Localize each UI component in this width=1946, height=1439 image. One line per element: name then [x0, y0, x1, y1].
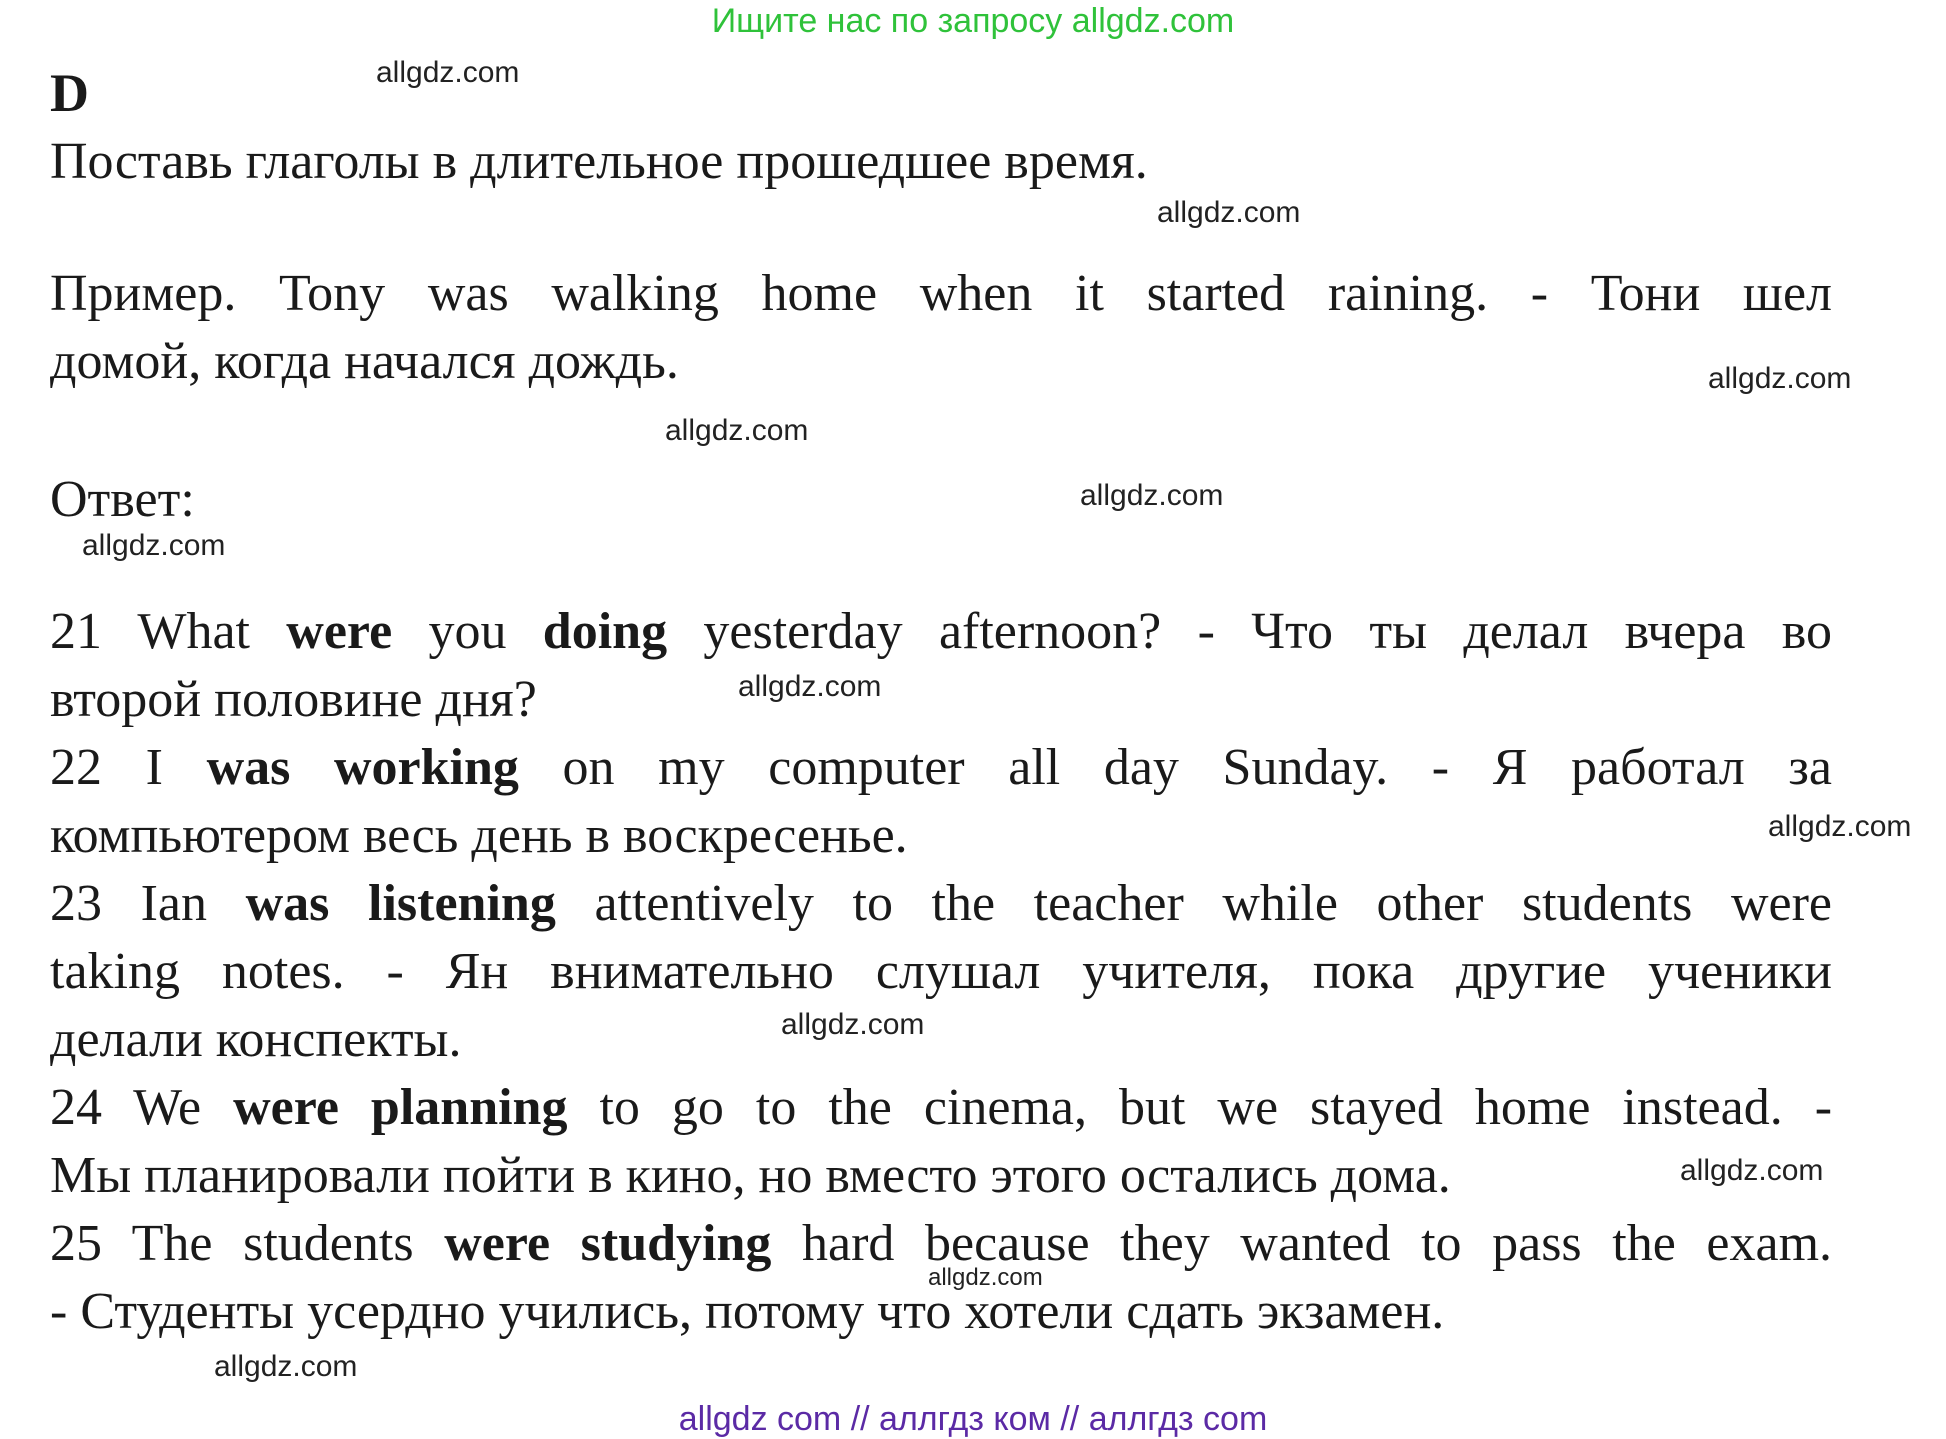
answer-verb-bold: were planning [233, 1079, 568, 1136]
watermark: allgdz.com [1680, 1154, 1824, 1187]
answer-label: Ответ: [50, 471, 195, 528]
watermark: allgdz.com [1708, 362, 1852, 395]
watermark: allgdz.com [1157, 196, 1301, 229]
answer-text: yesterday afternoon? - Что ты делал вчера во [703, 603, 1832, 660]
answer-number: 21 [50, 603, 102, 660]
answer-23-line-2: taking notes. - Ян внимательно слушал учителя, пока другие ученики [50, 943, 1832, 1000]
section-letter: D [50, 63, 89, 123]
answer-text: you [428, 603, 507, 660]
answer-text: to go to the cinema, but we stayed home instead. - [599, 1079, 1833, 1136]
answer-23-line-1 [50, 872, 1832, 936]
watermark: allgdz.com [665, 414, 809, 447]
answer-verb-bold: was working [206, 739, 519, 796]
answer-25-line-2: - Студенты усердно учились, потому что хотели сдать экзамен. [50, 1283, 1445, 1340]
example-line-1: Пример. Tony was walking home when it started raining. - Тони шел [50, 265, 1832, 322]
watermark: allgdz.com [1080, 479, 1224, 512]
answer-verb-bold: were [286, 603, 393, 660]
answer-24-line-1 [50, 1076, 1832, 1140]
answer-text: attentively to the teacher while other students were [594, 875, 1833, 932]
answer-text: Ian [140, 875, 208, 932]
watermark: allgdz.com [928, 1264, 1043, 1291]
watermark: allgdz.com [214, 1350, 358, 1383]
instruction-text: Поставь глаголы в длительное прошедшее время. [50, 133, 1148, 190]
watermark: allgdz.com [376, 56, 520, 89]
example-line-2: домой, когда начался дождь. [50, 333, 679, 390]
answer-text: We [133, 1079, 202, 1136]
answer-24-line-2: Мы планировали пойти в кино, но вместо этого остались дома. [50, 1147, 1451, 1204]
footer-links: allgdz com // аллгдз ком // аллгдз com [678, 1400, 1268, 1438]
answer-text: The students [131, 1215, 414, 1272]
top-banner: Ищите нас по запросу allgdz.com [711, 2, 1235, 40]
watermark: allgdz.com [738, 670, 882, 703]
answer-number: 22 [50, 739, 102, 796]
answer-text: I [145, 739, 163, 796]
answer-number: 24 [50, 1079, 102, 1136]
answer-22-line-1 [50, 736, 1832, 800]
answer-number: 23 [50, 875, 102, 932]
answer-22-line-2: компьютером весь день в воскресенье. [50, 807, 908, 864]
answer-verb-bold: doing [542, 603, 668, 660]
answer-verb-bold: were studying [444, 1215, 772, 1272]
answer-verb-bold: was listening [245, 875, 556, 932]
answer-number: 25 [50, 1215, 102, 1272]
answer-21-line-2: второй половине дня? [50, 671, 537, 728]
answer-text: What [137, 603, 250, 660]
watermark: allgdz.com [82, 529, 226, 562]
answer-text: hard because they wanted to pass the exam. [802, 1215, 1833, 1272]
answer-text: on my computer all day Sunday. - Я работал за [562, 739, 1832, 796]
watermark: allgdz.com [1768, 810, 1912, 843]
answer-21-line-1 [50, 600, 1832, 664]
watermark: allgdz.com [781, 1008, 925, 1041]
answer-23-line-3: делали конспекты. [50, 1011, 462, 1068]
